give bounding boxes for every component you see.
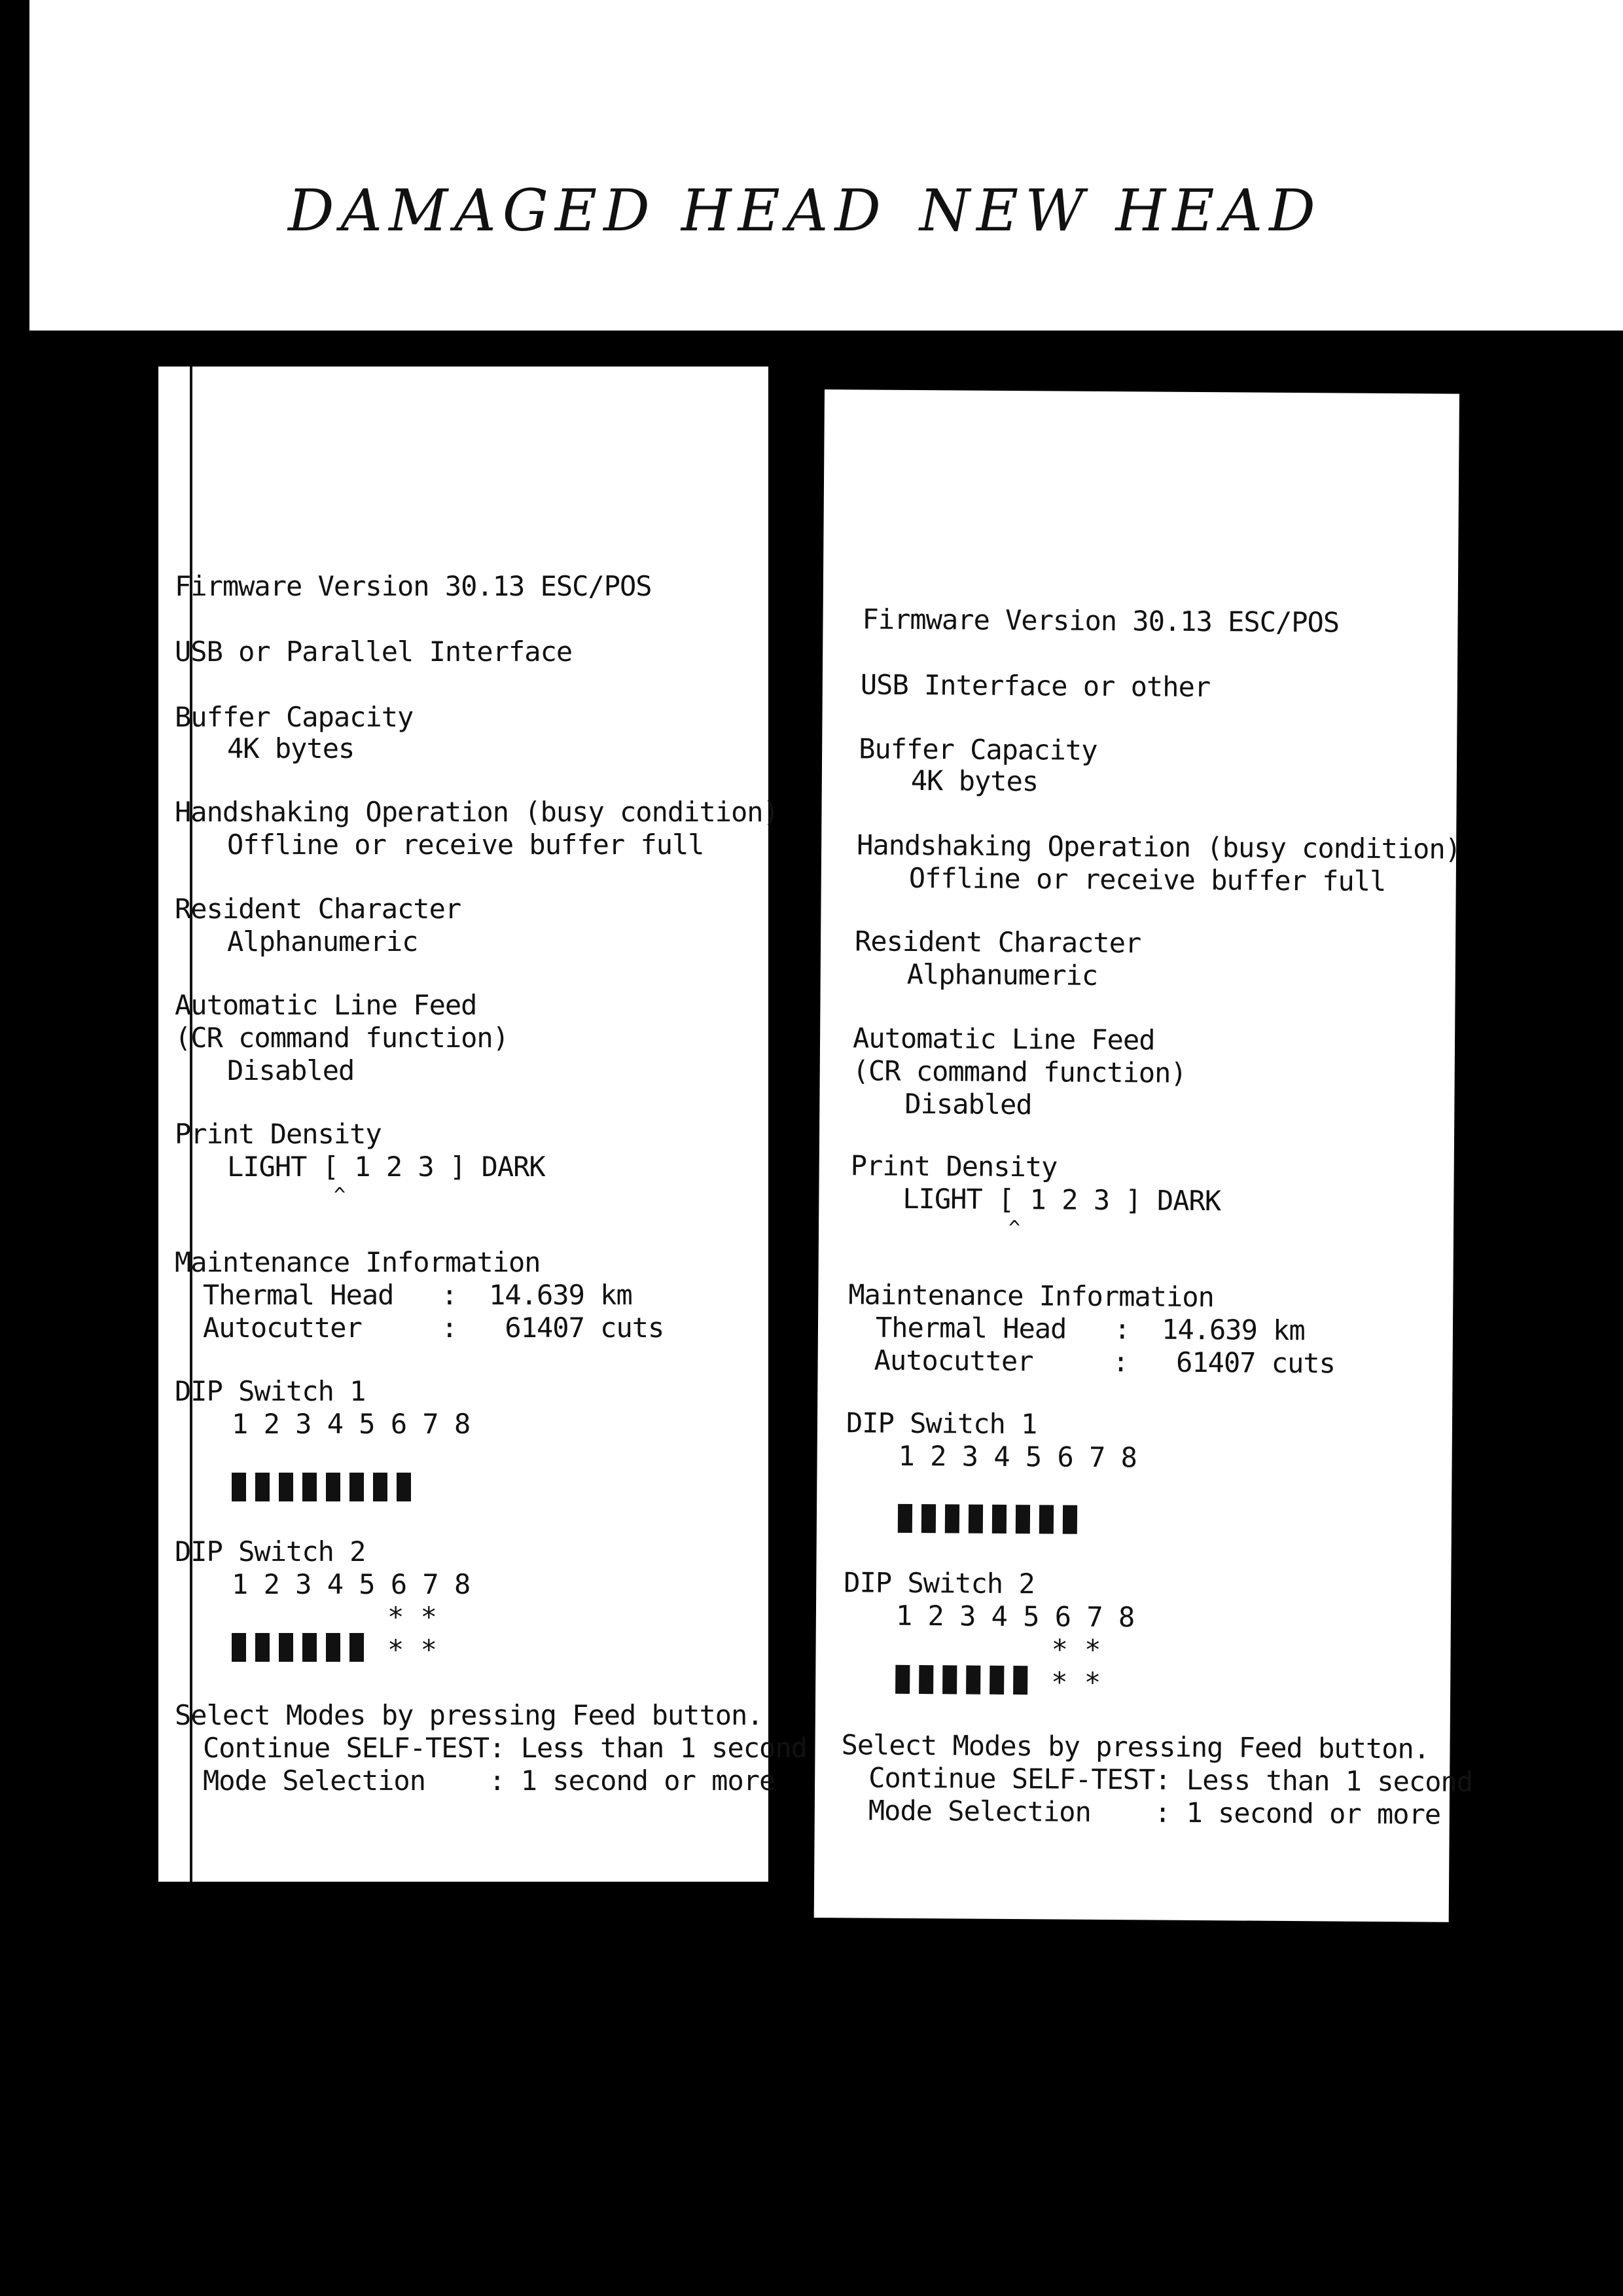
dip-switch-block [919, 1665, 933, 1694]
interface-line: USB Interface or other [860, 668, 1211, 704]
dip2-numbers: 1 2 3 4 5 6 7 8 [232, 1568, 471, 1600]
dip-switch-block [990, 1666, 1004, 1695]
dip2-stars-top: * * [387, 1601, 437, 1633]
resident-title: Resident Character [854, 925, 1141, 960]
select-continue: Continue SELF-TEST: Less than 1 second [868, 1761, 1473, 1798]
density-value: LIGHT [ 1 2 3 ] DARK [902, 1182, 1221, 1217]
autofeed-value: Disabled [227, 1054, 355, 1086]
maint-cutter: Autocutter : 61407 cuts [874, 1344, 1336, 1380]
dip-switch-block [945, 1504, 959, 1533]
dip-switch-block [942, 1665, 957, 1694]
select-title: Select Modes by pressing Feed button. [175, 1699, 763, 1731]
maint-cutter: Autocutter : 61407 cuts [203, 1312, 664, 1344]
handshake-value: Offline or receive buffer full [227, 829, 704, 861]
dip-switch-block [349, 1473, 364, 1501]
top-paper-sheet [29, 0, 1623, 331]
dip2-numbers: 1 2 3 4 5 6 7 8 [895, 1599, 1135, 1634]
dip-switch-block [1063, 1505, 1077, 1534]
dip2-stars-bottom: * * [1051, 1666, 1101, 1698]
new-head-label: NEW HEAD [919, 177, 1322, 244]
dip-switch-block [302, 1473, 317, 1501]
damaged-head-receipt [158, 367, 807, 1882]
dip-switch-block [349, 1633, 364, 1662]
select-mode: Mode Selection : 1 second or more [868, 1794, 1441, 1831]
dip-switch-block [992, 1505, 1007, 1534]
resident-value: Alphanumeric [906, 958, 1098, 992]
autofeed-sub: (CR command function) [175, 1022, 509, 1054]
dip-switch-block [373, 1473, 387, 1501]
autofeed-title: Automatic Line Feed [852, 1022, 1155, 1056]
interface-line: USB or Parallel Interface [175, 636, 573, 668]
buffer-title: Buffer Capacity [858, 732, 1097, 766]
dip1-switch-blocks [232, 1473, 411, 1501]
buffer-title: Buffer Capacity [175, 701, 414, 733]
select-title: Select Modes by pressing Feed button. [841, 1729, 1430, 1765]
dip-switch-block [969, 1505, 983, 1534]
dip1-switch-blocks [898, 1504, 1077, 1534]
new-head-receipt [814, 389, 1473, 1922]
autofeed-title: Automatic Line Feed [175, 989, 477, 1021]
firmware-line: Firmware Version 30.13 ESC/POS [175, 570, 652, 602]
dip1-title: DIP Switch 1 [846, 1407, 1037, 1441]
maint-title: Maintenance Information [175, 1246, 541, 1278]
dip-switch-block [921, 1504, 936, 1533]
handshake-title: Handshaking Operation (busy condition) [856, 829, 1461, 865]
paper-tab [44, 26, 83, 190]
dip-switch-block [326, 1473, 340, 1501]
density-title: Print Density [175, 1118, 382, 1150]
dip-switch-block [255, 1633, 270, 1662]
autofeed-value: Disabled [904, 1087, 1032, 1121]
firmware-line: Firmware Version 30.13 ESC/POS [862, 603, 1340, 639]
dip2-switch-blocks [232, 1633, 364, 1662]
select-continue: Continue SELF-TEST: Less than 1 second [203, 1732, 807, 1764]
buffer-value: 4K bytes [910, 764, 1039, 798]
dip-switch-block [279, 1633, 293, 1662]
dip-switch-block [966, 1666, 980, 1695]
dip-switch-block [898, 1504, 912, 1533]
dip1-numbers: 1 2 3 4 5 6 7 8 [898, 1439, 1137, 1474]
maint-title: Maintenance Information [848, 1278, 1215, 1314]
resident-title: Resident Character [175, 893, 461, 925]
density-value: LIGHT [ 1 2 3 ] DARK [227, 1151, 545, 1183]
dip-switch-block [1039, 1505, 1054, 1534]
density-caret: ^ [334, 1184, 346, 1207]
dip-switch-block [302, 1633, 317, 1662]
dip2-stars-bottom: * * [387, 1634, 437, 1666]
dip-switch-block [1016, 1505, 1030, 1534]
handshake-value: Offline or receive buffer full [908, 861, 1386, 898]
dip-switch-block [255, 1473, 270, 1501]
handshake-title: Handshaking Operation (busy condition) [175, 796, 779, 828]
dip-switch-block [1013, 1666, 1027, 1695]
density-title: Print Density [850, 1149, 1058, 1183]
autofeed-sub: (CR command function) [852, 1054, 1186, 1089]
density-caret: ^ [1008, 1216, 1021, 1240]
select-mode: Mode Selection : 1 second or more [203, 1765, 776, 1797]
maint-head: Thermal Head : 14.639 km [875, 1311, 1305, 1347]
dip2-title: DIP Switch 2 [844, 1566, 1035, 1600]
dip-switch-block [232, 1473, 246, 1501]
dip1-numbers: 1 2 3 4 5 6 7 8 [232, 1408, 471, 1440]
dip2-switch-blocks [895, 1665, 1027, 1695]
dip-switch-block [232, 1633, 246, 1662]
dip-switch-block [895, 1665, 910, 1694]
resident-value: Alphanumeric [227, 925, 418, 958]
dip-switch-block [326, 1633, 340, 1662]
damaged-head-label: DAMAGED HEAD [288, 177, 887, 244]
dip1-title: DIP Switch 1 [175, 1375, 366, 1407]
dip-switch-block [279, 1473, 293, 1501]
buffer-value: 4K bytes [227, 732, 355, 764]
dip2-stars-top: * * [1051, 1633, 1101, 1666]
dip-switch-block [397, 1473, 411, 1501]
maint-head: Thermal Head : 14.639 km [203, 1279, 632, 1311]
dip2-title: DIP Switch 2 [175, 1535, 366, 1568]
